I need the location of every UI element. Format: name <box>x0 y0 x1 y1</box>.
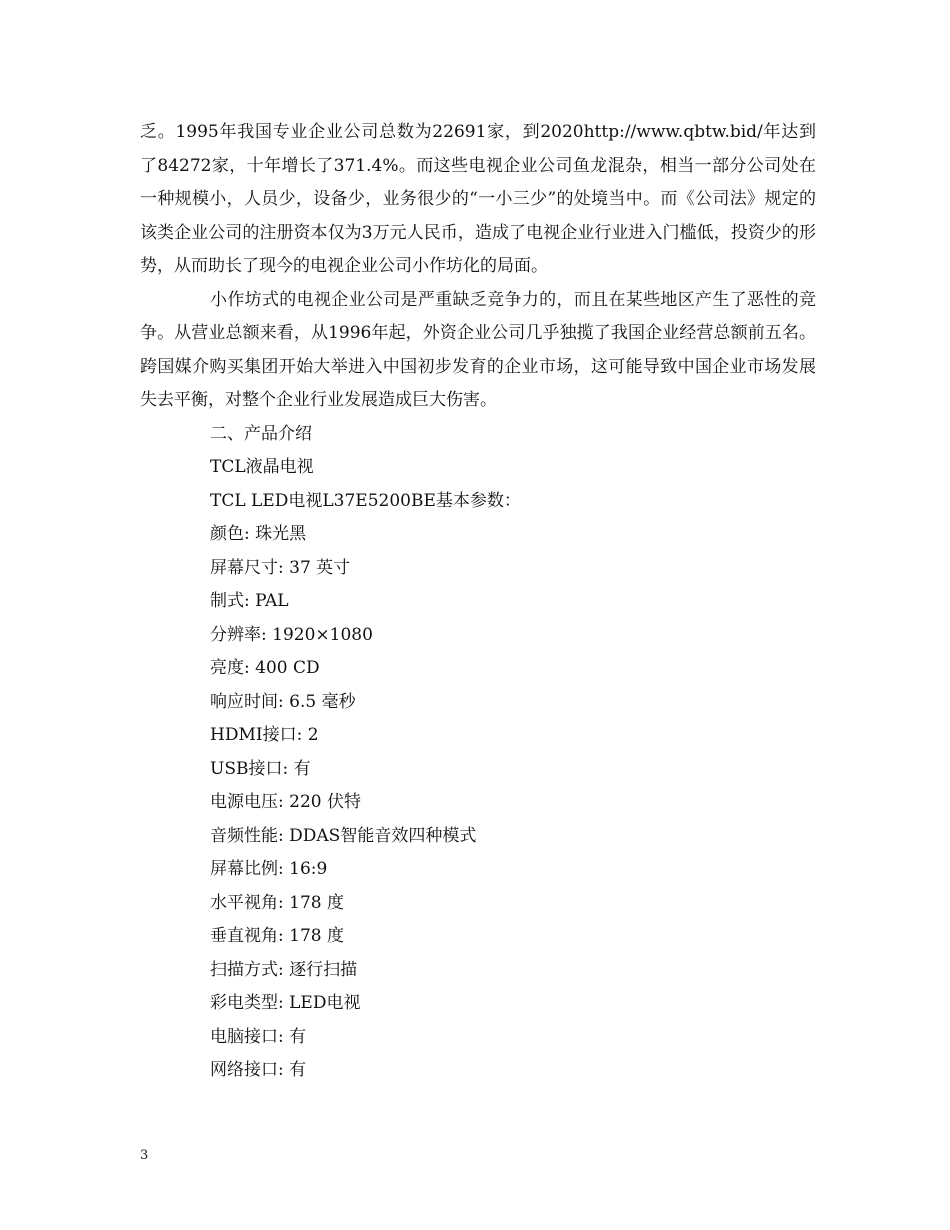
spec-aspect-ratio: 屏幕比例: 16:9 <box>210 859 328 879</box>
spec-response-time: 响应时间: 6.5 毫秒 <box>210 691 356 712</box>
spec-brightness: 亮度: 400 CD <box>210 658 320 678</box>
spec-tv-type: 彩电类型: LED电视 <box>210 993 361 1013</box>
paragraph-continuation: 乏。1995年我国专业企业公司总数为22691家，到2020http://www.qbtw.bid/年达到了84272家，十年增长了371.4%。而这些电视企业公司鱼龙混杂，相当一部分公司处在一种规模小，人员少，设备少，业务很少的“一小三少”的处境当中。而《公司法》规定的该类企业公司的注册资本仅为3万元人民币，造成了电视企业行业进入门槛低，投资少的形势，从而助长了现今的电视企业公司小作坊化的局面。 <box>140 122 816 276</box>
spec-title: TCL LED电视L37E5200BE基本参数： <box>210 490 521 511</box>
document-body <box>140 116 816 1088</box>
spec-network-interface: 网络接口: 有 <box>210 1060 307 1080</box>
spec-hdmi: HDMI接口: 2 <box>210 725 319 745</box>
spec-horizontal-angle: 水平视角: 178 度 <box>210 892 344 913</box>
spec-screen-size: 屏幕尺寸: 37 英寸 <box>210 557 351 578</box>
spec-list <box>140 518 816 1088</box>
spec-usb: USB接口: 有 <box>210 758 311 779</box>
spec-pc-interface: 电脑接口: 有 <box>210 1026 307 1047</box>
spec-color: 颜色: 珠光黑 <box>210 524 307 544</box>
spec-audio: 音频性能: DDAS智能音效四种模式 <box>210 825 477 846</box>
paragraph-competition: 小作坊式的电视企业公司是严重缺乏竞争力的，而且在某些地区产生了恶性的竞争。从营业总额来看，从1996年起，外资企业公司几乎独揽了我国企业经营总额前五名。跨国媒介购买集团开始大举进入中国初步发育的企业市场，这可能导致中国企业市场发展失去平衡，对整个企业行业发展造成巨大伤害。 <box>140 289 816 410</box>
spec-power-voltage: 电源电压: 220 伏特 <box>210 792 361 812</box>
page-number: 3 <box>140 1148 149 1163</box>
section-heading: 二、产品介绍 <box>210 423 312 444</box>
spec-resolution: 分辨率: 1920×1080 <box>210 624 373 645</box>
product-name: TCL液晶电视 <box>210 457 314 477</box>
spec-format: 制式: PAL <box>210 591 289 611</box>
spec-scan-mode: 扫描方式: 逐行扫描 <box>210 959 358 980</box>
spec-vertical-angle: 垂直视角: 178 度 <box>210 926 344 946</box>
